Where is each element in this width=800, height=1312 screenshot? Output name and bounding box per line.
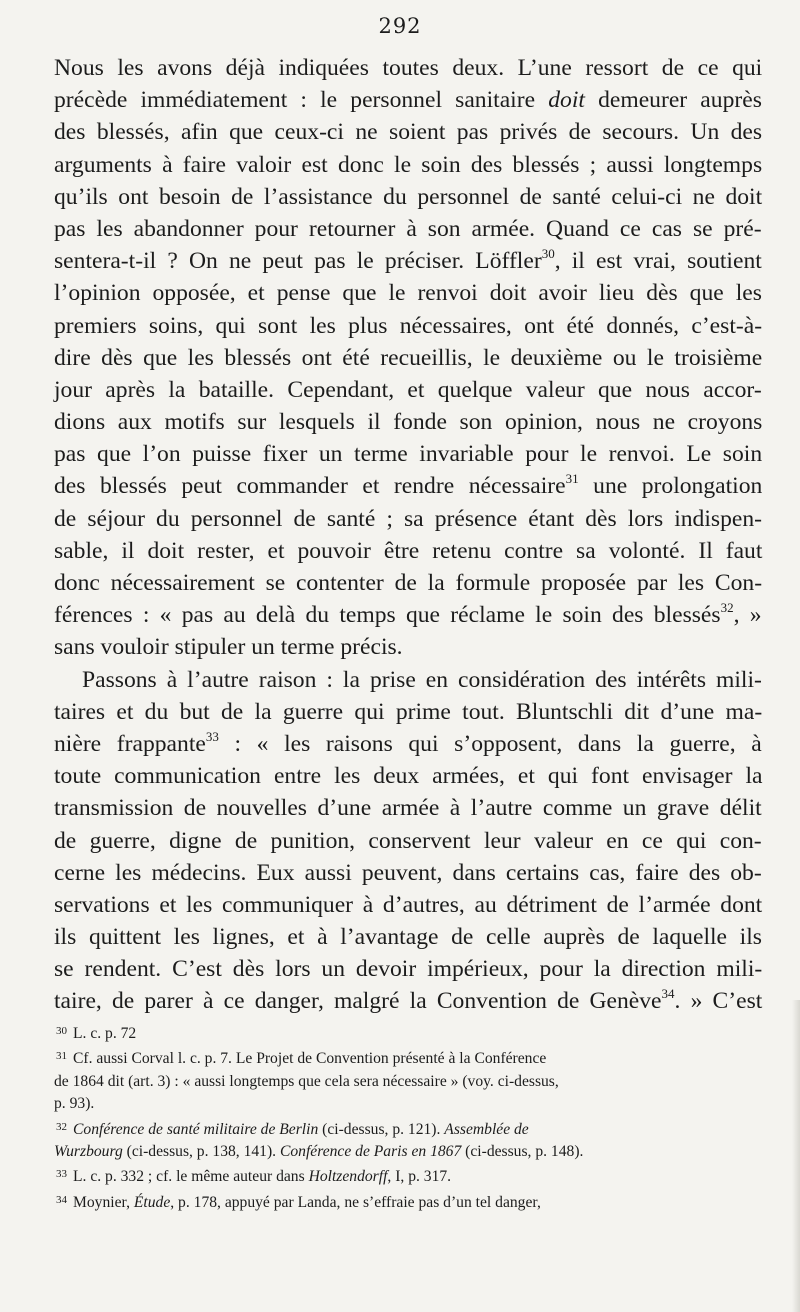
footnote-32-cont — [54, 1141, 762, 1163]
footnote-number: 33 — [56, 1168, 67, 1181]
footnote-text: L. c. p. 332 ; cf. le même auteur dans — [73, 1168, 309, 1186]
text-line-content: qu’ils ont besoin de l’assistance du personnel de santé celui-ci ne doit — [54, 183, 763, 210]
text-line — [54, 792, 762, 824]
footnote-number: 30 — [56, 1025, 67, 1037]
text-line — [54, 342, 762, 374]
footnote-text: de 1864 dit (art. 3) : « aussi longtemps que cela sera nécessaire » (voy. ci-dessus, — [54, 1072, 559, 1090]
text-line — [54, 664, 762, 696]
footnote-text: (ci-dessus, p. 138, 141). — [122, 1143, 280, 1161]
text-line-content: des blessés, afin que ceux-ci ne soient pas privés de secours. Un des — [54, 119, 763, 146]
text-line — [54, 181, 762, 213]
footnotes — [54, 1020, 762, 1214]
footnote-ref-34: 34 — [661, 986, 675, 1002]
footnote-32 — [54, 1116, 762, 1141]
footnote-31-cont — [54, 1093, 762, 1115]
text-line — [54, 599, 762, 631]
text-line — [54, 760, 762, 792]
footnote-title: Conférence de Paris en 1867 — [279, 1143, 462, 1161]
text-line-content: pas que l’on puisse fixer un terme invariable pour le renvoi. Le soin — [54, 441, 763, 468]
footnote-title: Étude — [133, 1193, 171, 1211]
text-line-content: pas les abandonner pour retourner à son armée. Quand ce cas se pré- — [54, 215, 762, 242]
text-line — [54, 857, 762, 889]
footnote-ref-31: 31 — [565, 471, 579, 487]
footnote-ref-32: 32 — [720, 600, 734, 616]
text-line — [54, 374, 762, 406]
text-line-content: premiers soins, qui sont les plus nécessaires, ont été donnés, c’est-à- — [54, 312, 763, 339]
footnote-text: (ci-dessus, p. 121). — [318, 1120, 445, 1138]
text-line-content: servations et les communiquer à d’autres, au détriment de l’armée dont — [54, 891, 763, 918]
text-line — [54, 310, 762, 342]
text-line — [54, 84, 762, 116]
footnote-title: Assemblée de — [444, 1120, 529, 1138]
footnote-text: , p. 178, appuyé par Landa, ne s’effraie pas d’un tel danger, — [170, 1193, 541, 1211]
text-line-content: donc nécessairement se contenter de la formule proposée par les Con- — [54, 570, 763, 596]
text-line-content: sans vouloir stipuler un terme précis. — [54, 634, 403, 661]
page-number: 292 — [378, 14, 422, 38]
footnote-title: Conférence de santé militaire de Berlin — [73, 1120, 319, 1138]
text-line-content: ils quittent les lignes, et à l’avantage de celle auprès de laquelle ils — [54, 924, 762, 951]
text-line — [54, 696, 762, 728]
text-line-content: se rendent. C’est dès lors un devoir impérieux, pour la direction mili- — [54, 956, 763, 983]
text-line — [54, 277, 762, 309]
text-line-content: arguments à faire valoir est donc le soin des blessés ; aussi longtemps — [54, 151, 763, 178]
footnote-number: 31 — [56, 1050, 67, 1063]
text-line-content: de séjour du personnel de santé ; sa présence étant dès lors indispen- — [54, 505, 763, 532]
text-line — [54, 921, 762, 953]
text-line-content: précède immédiatement : le personnel sanitaire doit demeurer auprès — [54, 87, 762, 114]
main-text — [54, 52, 762, 1018]
text-line — [54, 985, 762, 1017]
text-line-content: Passons à l’autre raison : la prise en considération des intérêts mili- — [82, 666, 762, 693]
page-edge-shadow — [792, 1000, 800, 1312]
text-line-content: cerne les médecins. Eux aussi peuvent, dans certains cas, faire des ob- — [54, 859, 762, 886]
footnote-34 — [54, 1189, 762, 1214]
text-line — [54, 953, 762, 985]
text-line-content: des blessés peut commander et rendre nécessaire$^{31}$ une prolongation — [54, 471, 763, 500]
footnote-ref-33: 33 — [205, 728, 219, 744]
emphasis-doit: doit — [548, 87, 585, 114]
text-line — [54, 567, 762, 599]
text-line-content: Nous les avons déjà indiquées toutes deux. L’une ressort de ce qui — [54, 55, 763, 81]
footnote-text: , I, p. 317. — [387, 1168, 452, 1186]
footnote-number: 32 — [56, 1120, 67, 1133]
text-line-content: jour après la bataille. Cependant, et quelque valeur que nous accor- — [54, 376, 762, 403]
text-line — [54, 245, 762, 277]
text-line — [54, 470, 762, 502]
text-line — [54, 535, 762, 567]
text-line — [54, 406, 762, 438]
text-line-content: toute communication entre les deux armées, et qui font envisager la — [54, 763, 763, 790]
text-line-content: nière frappante$^{33}$ : « les raisons qui s’opposent, dans la guerre, à — [54, 728, 762, 757]
text-line-content: taires et du but de la guerre qui prime tout. Bluntschli dit d’une ma- — [54, 698, 763, 725]
footnote-text: Moynier, — [73, 1193, 134, 1211]
footnote-ref-30: 30 — [541, 246, 555, 262]
footnote-title: Wurzbourg — [54, 1143, 123, 1161]
text-line-content: férences : « pas au delà du temps que réclame le soin des blessés$^{32}$, » — [54, 600, 762, 629]
footnote-30 — [54, 1020, 762, 1045]
footnote-text: p. 93). — [54, 1095, 95, 1113]
text-line-content: sable, il doit rester, et pouvoir être retenu contre sa volonté. Il faut — [54, 537, 763, 564]
text-line — [54, 825, 762, 857]
footnote-31 — [54, 1045, 762, 1070]
text-line — [54, 213, 762, 245]
text-line — [54, 438, 762, 470]
text-line — [54, 728, 762, 760]
text-line-content: de guerre, digne de punition, conservent leur valeur en ce qui con- — [54, 827, 762, 854]
footnote-text: (ci-dessus, p. 148). — [461, 1143, 584, 1161]
footnote-text: Cf. aussi Corval l. c. p. 7. Le Projet de Convention présenté à la Conférence — [73, 1050, 547, 1068]
text-line — [54, 889, 762, 921]
footnote-33 — [54, 1163, 762, 1188]
text-line-content: l’opinion opposée, et pense que le renvoi doit avoir lieu dès que les — [54, 280, 762, 307]
text-line-content: transmission de nouvelles d’une armée à l’autre comme un grave délit — [54, 795, 762, 822]
text-line — [54, 116, 762, 148]
text-line-content: dire dès que les blessés ont été recueillis, le deuxième ou le troisième — [54, 344, 763, 371]
text-line-content: taire, de parer à ce danger, malgré la Convention de Genève$^{34}$. » C’est — [54, 986, 763, 1015]
footnote-title: Holtzendorff — [308, 1168, 388, 1186]
text-line-content: sentera-t-il ? On ne peut pas le préciser. Löffler$^{30}$, il est vrai, soutient — [54, 246, 762, 275]
text-line — [54, 149, 762, 181]
text-line — [54, 52, 762, 84]
text-line — [54, 503, 762, 535]
footnote-number: 34 — [56, 1193, 67, 1206]
text-line — [54, 631, 762, 663]
footnote-31-cont — [54, 1071, 762, 1093]
text-line-content: dions aux motifs sur lesquels il fonde son opinion, nous ne croyons — [54, 409, 763, 436]
footnote-text: L. c. p. 72 — [73, 1025, 137, 1042]
